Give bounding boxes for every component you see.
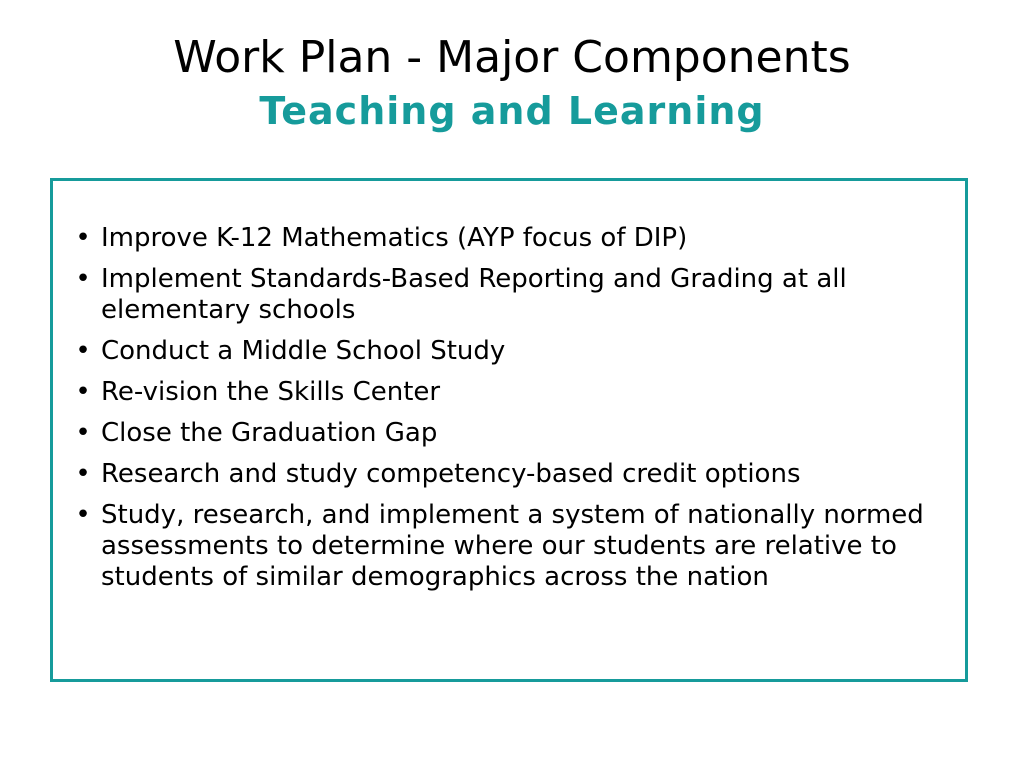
bullet-list: [65, 223, 965, 603]
bullet-icon: •: [75, 223, 91, 253]
bullet-icon: •: [75, 459, 91, 489]
bullet-text: Close the Graduation Gap: [101, 418, 438, 448]
bullet-text: Re-vision the Skills Center: [101, 377, 441, 407]
bullet-icon: •: [75, 418, 91, 448]
list-item: [65, 223, 965, 254]
bullet-text: Research and study competency-based credit options: [101, 459, 801, 489]
bullet-icon: •: [75, 377, 91, 407]
bullet-text: Improve K-12 Mathematics (AYP focus of DIP): [101, 223, 688, 253]
list-item: [65, 264, 965, 326]
list-item: [65, 336, 965, 367]
list-item: [65, 500, 965, 593]
bullet-icon: •: [75, 264, 91, 294]
slide-subtitle: Teaching and Learning: [259, 89, 765, 133]
list-item: [65, 459, 965, 490]
content-box: [50, 178, 968, 682]
bullet-text: Study, research, and implement a system of nationally normed assessments to determine where our students are relative to students of similar demographics across the nation: [101, 500, 924, 592]
title-block: [0, 30, 1024, 136]
bullet-icon: •: [75, 336, 91, 366]
bullet-icon: •: [75, 500, 91, 530]
list-item: [65, 418, 965, 449]
list-item: [65, 377, 965, 408]
slide-title: Work Plan - Major Components: [173, 32, 851, 83]
bullet-text: Implement Standards-Based Reporting and Grading at all elementary schools: [101, 264, 847, 325]
bullet-text: Conduct a Middle School Study: [101, 336, 506, 366]
